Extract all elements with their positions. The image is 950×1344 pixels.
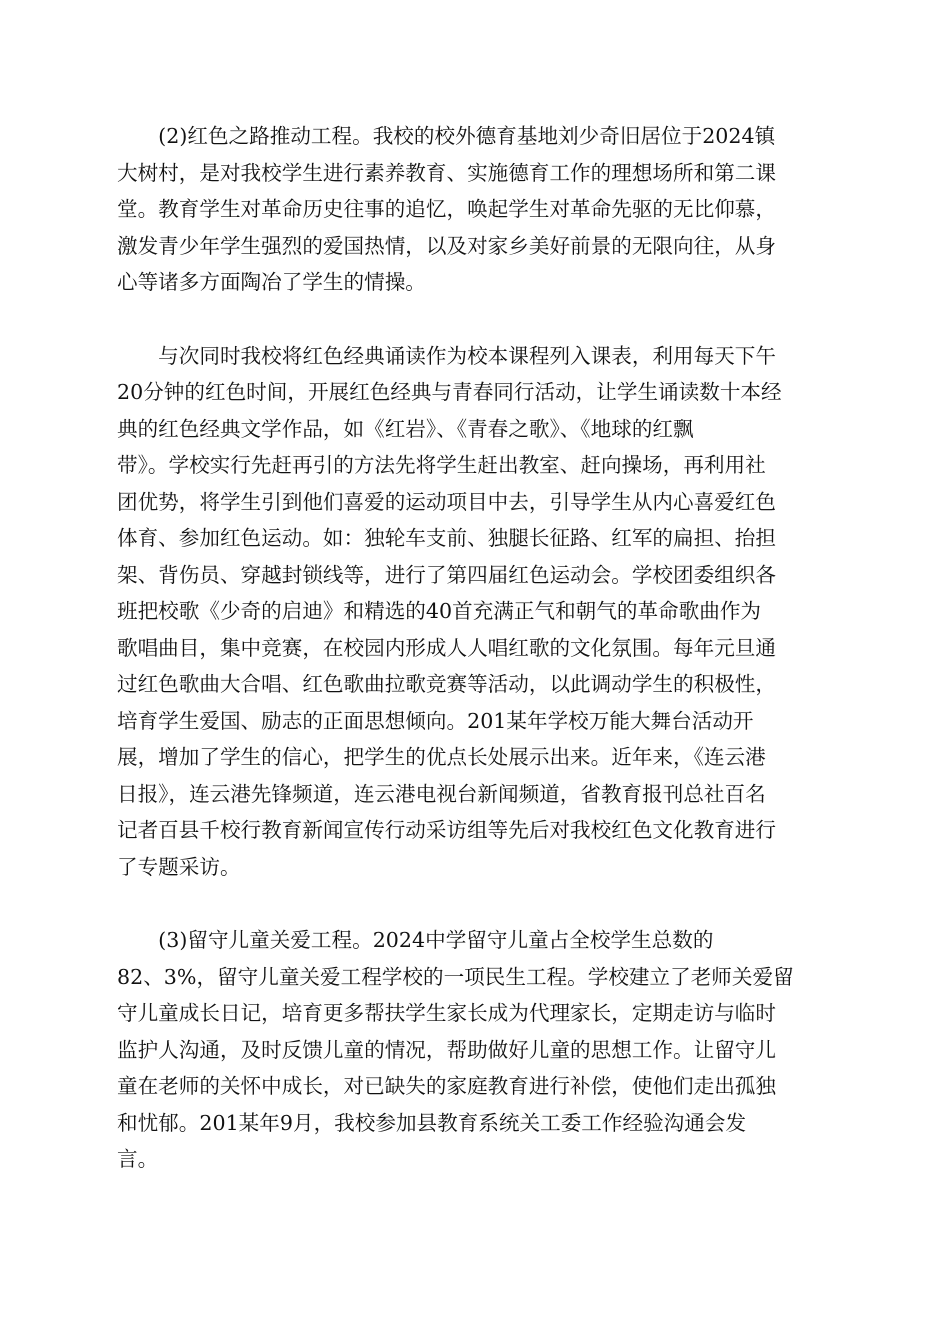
text-line: 激发青少年学生强烈的爱国热情，以及对家乡美好前景的无限向往，从身 <box>117 233 776 258</box>
text-line: 82、3%，留守儿童关爱工程学校的一项民生工程。学校建立了老师关爱留 <box>117 964 794 989</box>
text-line: 带》。学校实行先赶再引的方法先将学生赶出教室、赶向操场，再利用社 <box>117 453 766 477</box>
text-line: (2)红色之路推动工程。我校的校外德育基地刘少奇旧居位于2024镇 <box>117 124 776 148</box>
text-line: 团优势，将学生引到他们喜爱的运动项目中去，引导学生从内心喜爱红色 <box>117 489 776 514</box>
paragraph-red-road-project <box>117 118 833 301</box>
text-line: (3)留守儿童关爱工程。2024中学留守儿童占全校学生总数的 <box>117 928 714 952</box>
text-line: 和忧郁。201某年9月，我校参加县教育系统关工委工作经验沟通会发 <box>117 1110 747 1135</box>
text-line: 监护人沟通，及时反馈儿童的情况，帮助做好儿童的思想工作。让留守儿 <box>117 1037 776 1062</box>
text-line: 大树村，是对我校学生进行素养教育、实施德育工作的理想场所和第二课 <box>117 160 776 185</box>
text-line: 班把校歌《少奇的启迪》和精选的40首充满正气和朝气的革命歌曲作为 <box>117 599 762 623</box>
text-line: 童在老师的关怀中成长，对已缺失的家庭教育进行补偿，使他们走出孤独 <box>117 1074 776 1098</box>
text-line: 展，增加了学生的信心，把学生的优点长处展示出来。近年来，《连云港 <box>117 745 766 769</box>
paragraph-gap <box>117 301 833 338</box>
document-body <box>117 118 833 1178</box>
text-line: 心等诸多方面陶冶了学生的情操。 <box>117 270 426 294</box>
text-line: 培育学生爱国、励志的正面思想倾向。201某年学校万能大舞台活动开 <box>117 708 754 733</box>
paragraph-gap <box>117 885 833 922</box>
text-line: 日报》，连云港先锋频道，连云港电视台新闻频道，省教育报刊总社百名 <box>117 781 766 806</box>
text-line: 歌唱曲目，集中竞赛，在校园内形成人人唱红歌的文化氛围。每年元旦通 <box>117 635 776 660</box>
text-line: 与次同时我校将红色经典诵读作为校本课程列入课表，利用每天下午 <box>117 343 776 368</box>
text-line: 记者百县千校行教育新闻宣传行动采访组等先后对我校红色文化教育进行 <box>117 818 776 842</box>
text-line: 了专题采访。 <box>117 854 241 879</box>
text-line: 架、背伤员、穿越封锁线等，进行了第四届红色运动会。学校团委组织各 <box>117 562 776 587</box>
paragraph-red-classics-reading <box>117 338 833 886</box>
text-line: 守儿童成长日记，培育更多帮扶学生家长成为代理家长，定期走访与临时 <box>117 1001 776 1025</box>
text-line: 言。 <box>117 1147 159 1171</box>
text-line: 体育、参加红色运动。如：独轮车支前、独腿长征路、红军的扁担、抬担 <box>117 526 776 550</box>
text-line: 典的红色经典文学作品，如《红岩》、《青春之歌》、《地球的红飘 <box>117 416 694 441</box>
text-line: 过红色歌曲大合唱、红色歌曲拉歌竞赛等活动，以此调动学生的积极性， <box>117 672 776 696</box>
paragraph-left-behind-children-care <box>117 922 833 1178</box>
text-line: 堂。教育学生对革命历史往事的追忆，唤起学生对革命先驱的无比仰慕， <box>117 197 776 221</box>
text-line: 20分钟的红色时间，开展红色经典与青春同行活动，让学生诵读数十本经 <box>117 380 782 404</box>
